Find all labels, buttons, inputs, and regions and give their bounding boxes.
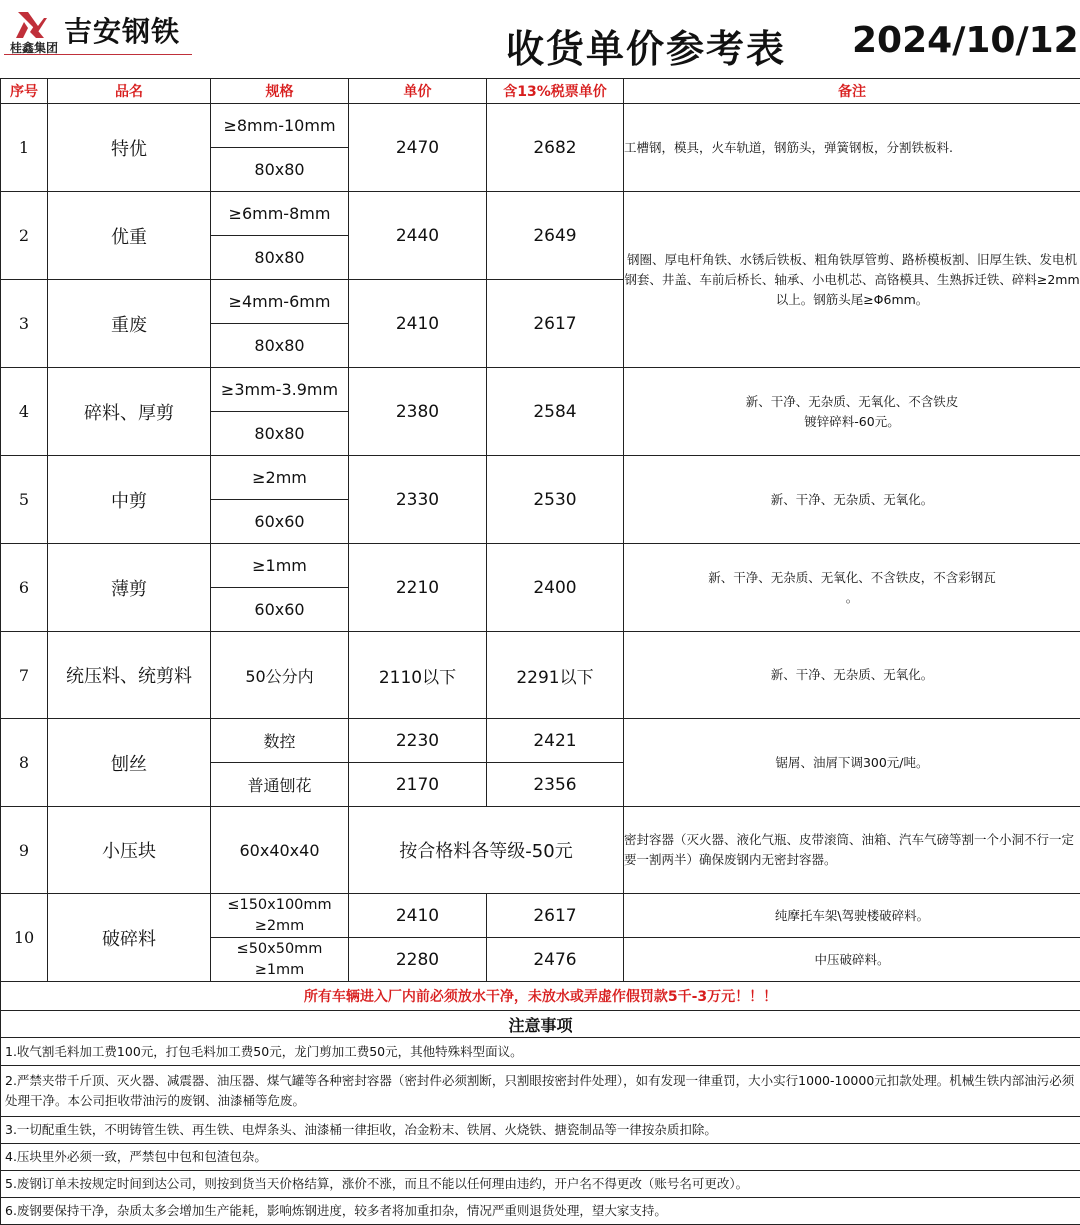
- row-name: 碎料、厚剪: [48, 368, 211, 456]
- row-spec: ≥8mm-10mm: [211, 104, 349, 148]
- price-table: [0, 78, 1080, 1225]
- row-price: 2410: [349, 894, 487, 938]
- table-row: [1, 368, 1080, 412]
- row-no: 8: [1, 719, 48, 807]
- col-header-name: 品名: [48, 79, 211, 104]
- row-spec: ≥2mm: [211, 456, 349, 500]
- notice-item: [1, 1144, 1080, 1171]
- row-spec: 60x60: [211, 500, 349, 544]
- row-price: 2470: [349, 104, 487, 192]
- row-spec: ≥6mm-8mm: [211, 192, 349, 236]
- row-no: 2: [1, 192, 48, 280]
- notice-item-text: 5.废钢订单未按规定时间到达公司，则按到货当天价格结算，涨价不涨，而且不能以任何理由违约，开户名不得更改（账号名可更改）。: [1, 1171, 1080, 1198]
- row-tax-price: 2682: [487, 104, 624, 192]
- page-header: [0, 0, 1080, 78]
- col-header-note: 备注: [624, 79, 1080, 104]
- row-note: 新、干净、无杂质、无氧化。: [624, 632, 1080, 719]
- col-header-spec: 规格: [211, 79, 349, 104]
- row-name: 特优: [48, 104, 211, 192]
- notice-item: [1, 1117, 1080, 1144]
- row-name: 优重: [48, 192, 211, 280]
- row-no: 10: [1, 894, 48, 982]
- row-spec: 50公分内: [211, 632, 349, 719]
- notice-item-text: 4.压块里外必须一致，严禁包中包和包渣包杂。: [1, 1144, 1080, 1171]
- row-price-note: 按合格料各等级-50元: [349, 807, 624, 894]
- table-row: [1, 544, 1080, 588]
- company-logo: [4, 6, 192, 55]
- row-spec: 80x80: [211, 236, 349, 280]
- warning-text: 所有车辆进入厂内前必须放水干净，未放水或弄虚作假罚款5千-3万元！！！: [1, 982, 1080, 1011]
- row-name: 刨丝: [48, 719, 211, 807]
- row-spec: [211, 938, 349, 982]
- row-spec: 80x80: [211, 412, 349, 456]
- notice-title: 注意事项: [1, 1011, 1080, 1038]
- notice-item-text: 6.废钢要保持干净，杂质太多会增加生产能耗，影响炼钢进度，较多者将加重扣杂，情况严重则退货处理，望大家支持。: [1, 1198, 1080, 1225]
- row-tax-price: 2291以下: [487, 632, 624, 719]
- warning-row: [1, 982, 1080, 1011]
- row-spec: 数控: [211, 719, 349, 763]
- row-no: 4: [1, 368, 48, 456]
- row-name: 统压料、统剪料: [48, 632, 211, 719]
- row-price: 2410: [349, 280, 487, 368]
- row-note-line: 新、干净、无杂质、无氧化、不含铁皮，不含彩钢瓦: [708, 569, 996, 585]
- notice-item: [1, 1038, 1080, 1066]
- row-spec-line: ≤50x50mm: [236, 940, 323, 957]
- notice-title-row: [1, 1011, 1080, 1038]
- row-name: 中剪: [48, 456, 211, 544]
- col-header-price: 单价: [349, 79, 487, 104]
- row-name: 薄剪: [48, 544, 211, 632]
- row-note: 工槽钢，模具，火车轨道，钢筋头，弹簧钢板，分割铁板料.: [624, 104, 1080, 192]
- notice-item: [1, 1066, 1080, 1117]
- row-spec: 80x80: [211, 148, 349, 192]
- row-spec: 60x60: [211, 588, 349, 632]
- row-spec: 80x80: [211, 324, 349, 368]
- row-note: 密封容器（灭火器、液化气瓶、皮带滚筒、油箱、汽车气磅等割一个小洞不行一定要一割两半）确保废钢内无密封容器。: [624, 807, 1080, 894]
- notice-item-text: 3.一切配重生铁，不明铸管生铁、再生铁、电焊条头、油漆桶一律拒收，冶金粉末、铁屑、火烧铁、搪瓷制品等一律按杂质扣除。: [1, 1117, 1080, 1144]
- row-spec-line: ≤150x100mm: [227, 896, 332, 913]
- table-row: [1, 456, 1080, 500]
- row-tax-price: 2584: [487, 368, 624, 456]
- col-header-no: 序号: [1, 79, 48, 104]
- notice-item: [1, 1198, 1080, 1225]
- row-name: 重废: [48, 280, 211, 368]
- row-price: 2280: [349, 938, 487, 982]
- row-spec-line: ≥2mm: [254, 917, 305, 934]
- company-name: 吉安钢铁: [64, 15, 181, 48]
- row-note: 钢圈、厚电杆角铁、水锈后铁板、粗角铁厚管剪、路桥模板割、旧厚生铁、发电机钢套、井盖、车前后桥长、轴承、小电机芯、高铬模具、生熟拆迁铁、碎料≥2mm以上。钢筋头尾≥Φ6mm。: [624, 192, 1080, 368]
- notice-item-text: 1.收气割毛料加工费100元，打包毛料加工费50元，龙门剪加工费50元，其他特殊料型面议。: [1, 1038, 1080, 1066]
- row-no: 9: [1, 807, 48, 894]
- notice-item-text: 2.严禁夹带千斤顶、灭火器、减震器、油压器、煤气罐等各种密封容器（密封件必须割断，只割眼按密封件处理），如有发现一律重罚，大小实行1000-10000元扣款处理。机械生铁内部油污必须处理干净。本公司拒收带油污的废钢、油漆桶等危废。: [1, 1066, 1080, 1117]
- row-spec: ≥3mm-3.9mm: [211, 368, 349, 412]
- document-title: 收货单价参考表: [506, 27, 787, 71]
- row-price: 2330: [349, 456, 487, 544]
- row-name: 小压块: [48, 807, 211, 894]
- row-spec: ≥1mm: [211, 544, 349, 588]
- row-spec: [211, 894, 349, 938]
- notice-item: [1, 1171, 1080, 1198]
- row-tax-price: 2421: [487, 719, 624, 763]
- row-no: 5: [1, 456, 48, 544]
- row-tax-price: 2476: [487, 938, 624, 982]
- table-header-row: [1, 79, 1080, 104]
- row-tax-price: 2649: [487, 192, 624, 280]
- row-note: [624, 544, 1080, 632]
- row-note: 中压破碎料。: [624, 938, 1080, 982]
- row-price: 2170: [349, 763, 487, 807]
- row-tax-price: 2617: [487, 280, 624, 368]
- col-header-tax-price: 含13%税票单价: [487, 79, 624, 104]
- row-tax-price: 2400: [487, 544, 624, 632]
- row-name: 破碎料: [48, 894, 211, 982]
- row-price: 2380: [349, 368, 487, 456]
- row-price: 2440: [349, 192, 487, 280]
- row-spec: 普通刨花: [211, 763, 349, 807]
- row-tax-price: 2617: [487, 894, 624, 938]
- table-row: [1, 632, 1080, 719]
- table-row: [1, 719, 1080, 763]
- table-row: [1, 894, 1080, 938]
- row-price: 2210: [349, 544, 487, 632]
- row-note: 锯屑、油屑下调300元/吨。: [624, 719, 1080, 807]
- logo-group-name: 桂鑫集团: [10, 41, 59, 55]
- row-spec: 60x40x40: [211, 807, 349, 894]
- row-tax-price: 2356: [487, 763, 624, 807]
- table-row: [1, 807, 1080, 894]
- row-no: 7: [1, 632, 48, 719]
- row-note-line: 新、干净、无杂质、无氧化、不含铁皮: [745, 393, 959, 409]
- row-no: 1: [1, 104, 48, 192]
- row-spec: ≥4mm-6mm: [211, 280, 349, 324]
- row-price: 2230: [349, 719, 487, 763]
- row-note-line: 。: [845, 589, 859, 605]
- table-row: [1, 192, 1080, 236]
- logo-mark-icon: [14, 10, 48, 40]
- row-note: [624, 368, 1080, 456]
- row-note-line: 镀锌碎料-60元。: [804, 413, 900, 429]
- row-note: 纯摩托车架\驾驶楼破碎料。: [624, 894, 1080, 938]
- row-price: 2110以下: [349, 632, 487, 719]
- table-row: [1, 104, 1080, 148]
- row-no: 6: [1, 544, 48, 632]
- row-note: 新、干净、无杂质、无氧化。: [624, 456, 1080, 544]
- document-date: 2024/10/12: [852, 20, 1079, 61]
- row-spec-line: ≥1mm: [254, 961, 305, 978]
- row-tax-price: 2530: [487, 456, 624, 544]
- row-no: 3: [1, 280, 48, 368]
